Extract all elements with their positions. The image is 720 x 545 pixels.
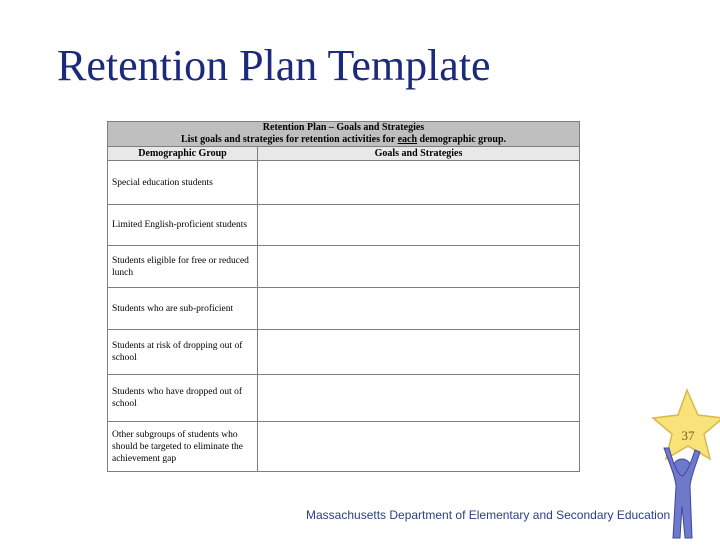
footer-organization: Massachusetts Department of Elementary and Secondary Education	[306, 508, 671, 522]
demographic-group-cell: Students who have dropped out of school	[108, 375, 258, 422]
emphasis-each: each	[397, 134, 418, 145]
table-title-cell	[108, 122, 580, 147]
demographic-group-cell: Special education students	[108, 161, 258, 205]
retention-plan-table	[107, 121, 580, 472]
demographic-group-cell: Students eligible for free or reduced lunch	[108, 246, 258, 288]
table-row	[108, 422, 580, 472]
demographic-group-cell: Students at risk of dropping out of school	[108, 330, 258, 375]
demographic-group-cell: Limited English-proficient students	[108, 205, 258, 246]
slide-title: Retention Plan Template	[57, 41, 491, 90]
page-number: 37	[681, 428, 695, 443]
goals-cell[interactable]	[258, 205, 580, 246]
table-row	[108, 330, 580, 375]
column-header-group: Demographic Group	[108, 147, 258, 161]
star-figure-icon	[645, 382, 720, 540]
table-row	[108, 375, 580, 422]
table-row	[108, 288, 580, 330]
table-row	[108, 246, 580, 288]
column-header-row	[108, 147, 580, 161]
star-figure-graphic	[645, 382, 720, 540]
table-title: Retention Plan – Goals and Strategies	[262, 122, 425, 133]
demographic-group-cell: Students who are sub-proficient	[108, 288, 258, 330]
table-row	[108, 205, 580, 246]
table-instructions: List goals and strategies for retention activities for each demographic group.	[180, 134, 507, 145]
goals-cell[interactable]	[258, 375, 580, 422]
star-icon	[653, 390, 720, 459]
goals-cell[interactable]	[258, 246, 580, 288]
table-row	[108, 161, 580, 205]
table-title-row	[108, 122, 580, 147]
goals-cell[interactable]	[258, 422, 580, 472]
goals-cell[interactable]	[258, 161, 580, 205]
demographic-group-cell: Other subgroups of students who should be targeted to eliminate the achievement gap	[108, 422, 258, 472]
goals-cell[interactable]	[258, 330, 580, 375]
column-header-goals: Goals and Strategies	[258, 147, 580, 161]
goals-cell[interactable]	[258, 288, 580, 330]
